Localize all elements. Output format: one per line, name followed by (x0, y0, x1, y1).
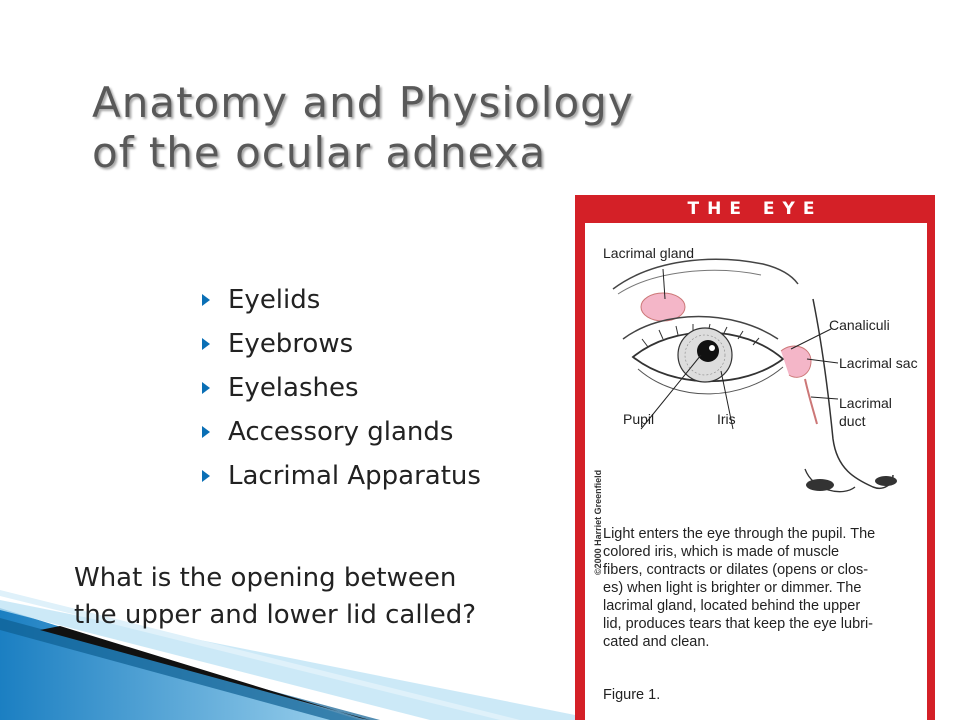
caption-line: lid, produces tears that keep the eye lubri- (603, 616, 874, 632)
triangle-bullet-icon (202, 338, 210, 350)
bullet-text: Eyelids (228, 285, 321, 315)
triangle-bullet-icon (202, 294, 210, 306)
figure-number: Figure 1. (603, 687, 661, 703)
question-line-1: What is the opening between (74, 563, 457, 593)
label-lacrimal-duct-2: duct (839, 413, 866, 429)
bullet-item (196, 322, 481, 366)
bullet-item (196, 278, 481, 322)
slide-title (92, 78, 732, 178)
caption-line: lacrimal gland, located behind the upper (603, 598, 861, 614)
bullet-list (196, 278, 481, 498)
caption-line: Light enters the eye through the pupil. The (603, 526, 876, 542)
figure-caption (603, 525, 933, 651)
label-lacrimal-duct-1: Lacrimal (839, 395, 892, 411)
triangle-bullet-icon (202, 426, 210, 438)
bullet-text: Eyelashes (228, 373, 359, 403)
eye-illustration (593, 229, 928, 519)
slide-title-line-2: of the ocular adnexa (92, 128, 547, 177)
bullet-text: Lacrimal Apparatus (228, 461, 481, 491)
bullet-item (196, 410, 481, 454)
figure-header: THE EYE (575, 195, 935, 223)
label-pupil: Pupil (623, 411, 655, 427)
label-lacrimal-gland: Lacrimal gland (603, 245, 695, 261)
label-iris: Iris (717, 411, 736, 427)
lacrimal-gland-shape (641, 293, 685, 321)
slide-title-line-1: Anatomy and Physiology (92, 78, 634, 127)
triangle-bullet-icon (202, 470, 210, 482)
question-line-2: the upper and lower lid called? (74, 600, 477, 630)
triangle-bullet-icon (202, 382, 210, 394)
caption-line: fibers, contracts or dilates (opens or clos- (603, 562, 869, 578)
eye-figure (575, 195, 935, 720)
bullet-item (196, 366, 481, 410)
figure-credit: ©2000 Harriet Greenfield (593, 469, 603, 575)
label-canaliculi: Canaliculi (829, 317, 890, 333)
caption-line: cated and clean. (603, 634, 710, 650)
bullet-item (196, 454, 481, 498)
label-lacrimal-sac: Lacrimal sac (839, 355, 918, 371)
bullet-text: Accessory glands (228, 417, 454, 447)
caption-line: es) when light is brighter or dimmer. The (603, 580, 862, 596)
caption-line: colored iris, which is made of muscle (603, 544, 840, 560)
question-text (74, 560, 564, 634)
bullet-text: Eyebrows (228, 329, 354, 359)
